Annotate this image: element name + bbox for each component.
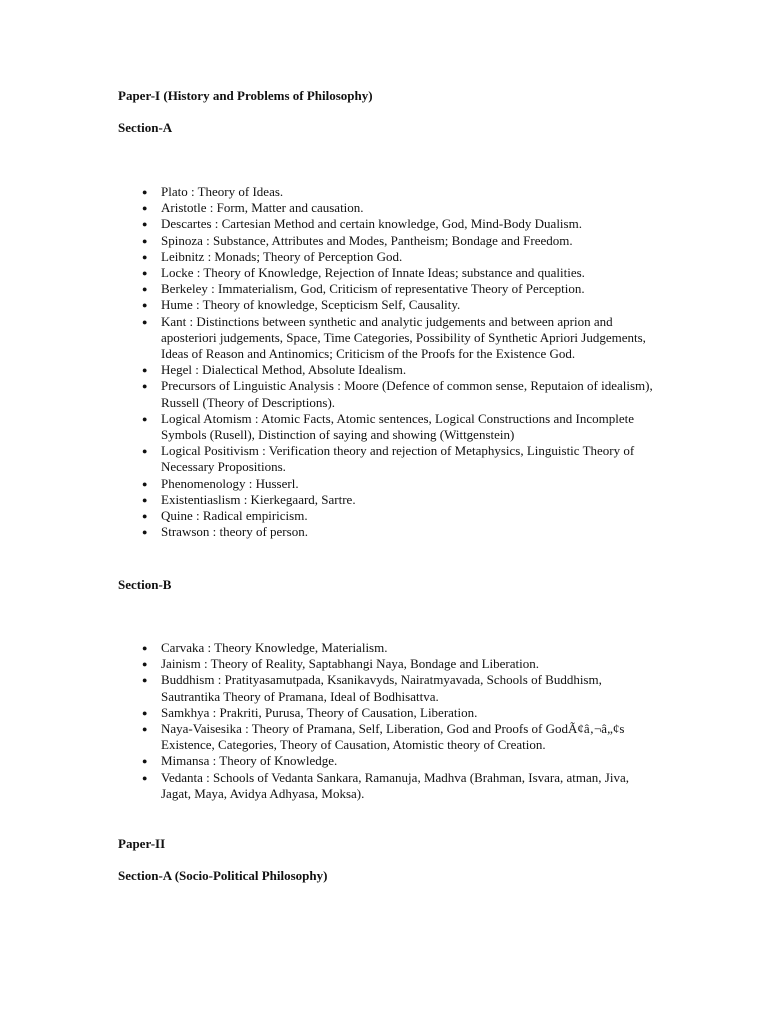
bullet-icon: ● — [142, 478, 148, 489]
bullet-icon: ● — [142, 365, 148, 376]
list-item-text: Naya-Vaisesika : Theory of Pramana, Self, Liberation, God and Proofs of GodÃ¢â‚¬â„¢s Existence, Categories, Theory of Causation, Atomistic theory of Creation. — [161, 721, 625, 753]
list-item-text: Samkhya : Prakriti, Purusa, Theory of Causation, Liberation. — [161, 704, 478, 720]
list-item — [118, 216, 658, 232]
list-item-text: Spinoza : Substance, Attributes and Modes, Pantheism; Bondage and Freedom. — [161, 232, 573, 248]
section-b-list — [118, 640, 658, 802]
list-item — [118, 281, 658, 297]
list-item — [118, 265, 658, 281]
bullet-icon: ● — [142, 203, 148, 214]
section-b-title: Section-B — [118, 577, 172, 592]
list-item-text: Logical Atomism : Atomic Facts, Atomic sentences, Logical Constructions and Incomplete Symbols (Rusell), Distinction of saying and showing (Wittgenstein) — [161, 410, 634, 443]
bullet-icon: ● — [142, 251, 148, 262]
list-item — [118, 184, 658, 200]
list-item-text: Hume : Theory of knowledge, Scepticism Self, Causality. — [161, 297, 461, 313]
list-item-text: Precursors of Linguistic Analysis : Moore (Defence of common sense, Reputaion of idealism), Russell (Theory of Descriptions). — [161, 378, 653, 410]
list-item-text: Phenomenology : Husserl. — [161, 475, 299, 491]
list-item — [118, 476, 658, 492]
bullet-icon: ● — [142, 756, 148, 767]
list-item-text: Berkeley : Immaterialism, God, Criticism of representative Theory of Perception. — [161, 281, 585, 297]
list-item-text: Leibnitz : Monads; Theory of Perception God. — [161, 248, 403, 264]
list-item — [118, 249, 658, 265]
bullet-icon: ● — [142, 381, 148, 392]
list-item-text: Logical Positivism : Verification theory and rejection of Metaphysics, Linguistic Theory of Necessary Propositions. — [161, 443, 635, 475]
list-item-text: Strawson : theory of person. — [161, 524, 308, 540]
bullet-icon: ● — [142, 772, 148, 783]
list-item-text: Aristotle : Form, Matter and causation. — [161, 200, 364, 216]
section-a-list — [118, 184, 658, 540]
bullet-icon: ● — [142, 268, 148, 279]
bullet-icon: ● — [142, 316, 148, 327]
list-item-text: Quine : Radical empiricism. — [161, 508, 308, 524]
list-item — [118, 411, 658, 443]
list-item-text: Kant : Distinctions between synthetic and analytic judgements and between aprion and aposteriori judgements, Space, Time Categories, Possibility of Synthetic Apriori Judgements, Ideas of Reason and Antinomics; Criticism of the Proofs for the Existence God. — [161, 313, 646, 362]
bullet-icon: ● — [142, 675, 148, 686]
paper1-title: Paper-I (History and Problems of Philosophy) — [118, 88, 373, 103]
list-item — [118, 443, 658, 475]
list-item — [118, 705, 658, 721]
list-item — [118, 314, 658, 363]
list-item-text: Plato : Theory of Ideas. — [161, 184, 284, 199]
list-item-text: Mimansa : Theory of Knowledge. — [161, 753, 338, 769]
list-item — [118, 492, 658, 508]
bullet-icon: ● — [142, 511, 148, 522]
bullet-icon: ● — [142, 494, 148, 505]
bullet-icon: ● — [142, 413, 148, 424]
list-item-text: Vedanta : Schools of Vedanta Sankara, Ramanuja, Madhva (Brahman, Isvara, atman, Jiva, Jagat, Maya, Avidya Adhyasa, Moksa). — [161, 769, 629, 801]
bullet-icon: ● — [142, 659, 148, 670]
bullet-icon: ● — [142, 219, 148, 230]
paper2-title: Paper-II — [118, 836, 166, 851]
list-item — [118, 362, 658, 378]
list-item-text: Existentiaslism : Kierkegaard, Sartre. — [161, 491, 356, 507]
bullet-icon: ● — [142, 187, 148, 197]
list-item — [118, 378, 658, 410]
list-item-text: Hegel : Dialectical Method, Absolute Idealism. — [161, 362, 407, 378]
bullet-icon: ● — [142, 707, 148, 718]
bullet-icon: ● — [142, 527, 148, 538]
list-item — [118, 508, 658, 524]
list-item — [118, 721, 658, 753]
list-item — [118, 672, 658, 704]
bullet-icon: ● — [142, 643, 148, 653]
list-item — [118, 524, 658, 540]
bullet-icon: ● — [142, 724, 148, 735]
list-item — [118, 297, 658, 313]
list-item — [118, 640, 658, 656]
list-item — [118, 200, 658, 216]
bullet-icon: ● — [142, 446, 148, 457]
list-item — [118, 770, 658, 802]
paper2-section-a-title: Section-A (Socio-Political Philosophy) — [118, 868, 328, 883]
list-item-text: Buddhism : Pratityasamutpada, Ksanikavyds, Nairatmyavada, Schools of Buddhism, Sautrantika Theory of Pramana, Ideal of Bodhisattva. — [161, 672, 602, 704]
list-item-text: Carvaka : Theory Knowledge, Materialism. — [161, 640, 388, 655]
bullet-icon: ● — [142, 235, 148, 246]
bullet-icon: ● — [142, 284, 148, 295]
list-item-text: Locke : Theory of Knowledge, Rejection of Innate Ideas; substance and qualities. — [161, 265, 585, 281]
section-a-title: Section-A — [118, 120, 173, 135]
bullet-icon: ● — [142, 300, 148, 311]
list-item-text: Jainism : Theory of Reality, Saptabhangi Naya, Bondage and Liberation. — [161, 656, 539, 672]
list-item-text: Descartes : Cartesian Method and certain knowledge, God, Mind-Body Dualism. — [161, 216, 582, 232]
list-item — [118, 233, 658, 249]
list-item — [118, 753, 658, 769]
list-item — [118, 656, 658, 672]
